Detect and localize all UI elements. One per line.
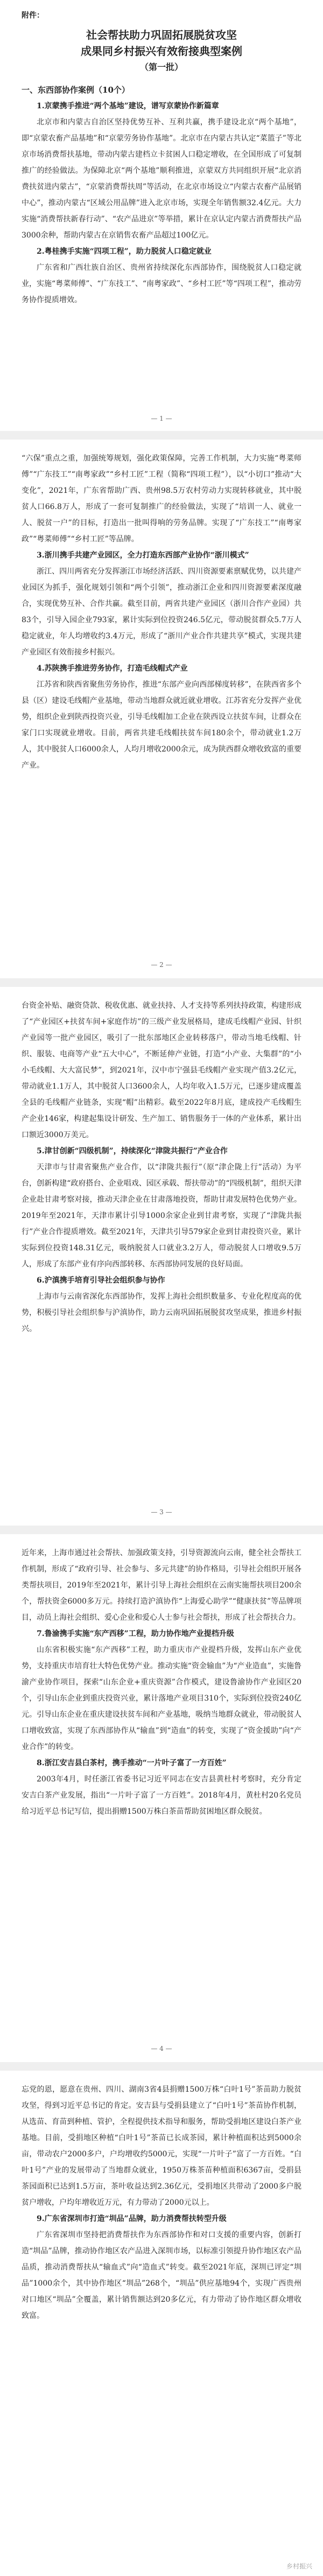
case-heading: 9.广东省深圳市打造“圳品”品牌，助力消费帮扶转型升级: [37, 2215, 227, 2223]
page-gap: [0, 978, 323, 987]
page-number: — 4 —: [151, 2045, 172, 2052]
case-heading: 8.浙江安吉县白茶村，携手推动“一片叶子富了一方百姓”: [37, 1759, 227, 1767]
document-page-4: [0, 1534, 323, 2062]
page-number: — 2 —: [151, 961, 172, 969]
body-paragraph: 广东省和广西壮族自治区、贵州省持续深化东西部协作，围绕脱贫人口稳定就业，实施“粤菜师傅”、“广东技工”、“南粤家政”、“乡村工匠”等“四项工程”，推动劳务协作提质增效。: [22, 263, 301, 304]
page-gap: [0, 431, 323, 440]
page-5-body: [22, 2081, 301, 2324]
document-subtitle: （第一批）: [139, 62, 183, 72]
page-gap: [0, 2062, 323, 2071]
document-page-1: [0, 0, 323, 431]
page-2-body: [22, 450, 301, 774]
page-number: — 3 —: [151, 1508, 172, 1516]
body-paragraph: 近年来，上海市通过社会帮扶、加强政策支持，引导资源流向云南，健全社会帮扶工作机制，形成了“政府引导、社会参与、多元共建”的协作格局，引导社会组织开展各类帮扶项目，2019年至2021年，累计引导上海社会组织在云南实施帮扶项目200余个，帮扶资金6000多万元。持续打造沪滇协作“上海爱心助学”“健康扶贫”等品牌项目，动员上海社会组织、爱心企业和爱心人士参与社会帮扶，形成了社会帮扶合力。: [22, 1549, 301, 1622]
body-paragraph: 北京市和内蒙古自治区坚持优势互补、互利共赢，携手建设北京“两个基地”，即“京蒙农畜产品基地”和“京蒙劳务协作基地”。北京市在内蒙古共认定“菜篮子”等北京市场消费帮扶基地，带动内蒙古建档立卡贫困人口稳定增收，在全国形成了可复制推广的经验做法。为保障北京“两个基地”顺利推进，京蒙双方共同组织开展“北京消费扶贫进内蒙古”，“京蒙消费帮扶周”等活动，在北京市场设立“内蒙古农畜产品展销中心”，推动内蒙古“区域公用品牌”进入北京市场，实现全年销售额32.4亿元。大力实施“消费帮扶新春行动”、“农产品进京”等举措，累计在京认定内蒙古消费帮扶产品3000余种，帮助内蒙古在京销售农畜产品超过100亿元。: [22, 118, 301, 240]
document-page-2: [0, 440, 323, 978]
body-paragraph: 忘党的恩，愿意在贵州、四川、湖南3省4县捐赠1500万株“白叶1号”茶苗助力脱贫攻坚，得到习近平总书记的肯定。安吉县与受捐县建立了“白叶1号”茶苗协作机制，从选苗、育苗到种植、管护，全程提供技术指导和服务，帮助受捐地区建设白茶产业基地。目前，受捐地区种植“白叶1号”茶苗已长成茶园，累计种植面积达到5000余亩，带动农户2000多户，户均增收约5000元，实现“一片叶子”富了一方百姓。“白叶1号”产业的发展带动了当地群众就业，1950万株茶苗种植面积6367亩，受捐县茶园面积已达到1.5万亩，茶叶收益达到2.36亿元，受捐地区共带动了2000多户脱贫户增收，户均年增收近万元，有力带动了2000元以上。: [22, 2085, 301, 2207]
document-page-3: [0, 987, 323, 1526]
body-paragraph: 2003年4月，时任浙江省委书记习近平同志在安吉县黄杜村考察时，充分肯定安吉白茶产业发展，指出“一片叶子富了一方百姓”。2018年4月，黄杜村20名党员给习近平总书记写信，提出捐赠1500万株白茶苗帮助贫困地区群众脱贫。: [22, 1775, 301, 1816]
case-heading: 5.津甘创新“四级机制”，持续深化“津陇共振行”产业合作: [37, 1147, 228, 1155]
case-heading: 6.沪滇携手培育引导社会组织参与协作: [37, 1276, 165, 1285]
page-4-body: [22, 1545, 301, 1820]
case-heading: 3.浙川携手共建产业园区，全力打造东西部产业协作“浙川模式”: [37, 551, 249, 560]
body-paragraph: 浙江、四川两省充分发挥浙江市场经济活跃、四川资源要素禀赋优势，以共建产业园区为抓手，强化规划引领和“两个引领”，推动浙江企业和四川资源要素深度融合，实现优势互补、合作共赢。截至目前，两省共建产业园区（浙川合作产业园）共83个，引导入园企业793家，累计实际到位投资246.5亿元，带动脱贫群众5.7万人稳定就业，年人均增收约3.4万元，形成了“浙川产业合作共建共享”模式，实现共建产业园区有效衔接乡村振兴。: [22, 567, 301, 657]
page-number: — 1 —: [151, 415, 172, 422]
case-heading: 7.鲁渝携手实施“东产西移”工程，助力协作地产业提档升级: [37, 1630, 234, 1638]
page-3-body: [22, 998, 301, 1337]
document-title-line-1: 社会帮扶助力巩固拓展脱贫攻坚: [86, 29, 237, 41]
page-gap: [0, 1526, 323, 1534]
body-paragraph: 天津市与甘肃省聚焦产业合作，以“津陇共振行”（原“津企陇上行”活动）为平台，创新构建“政府搭台、企业唱戏、园区承载、帮扶带动”的“四级机制”，组织天津企业赴甘肃考察对接，推动天津企业在甘肃落地投资，帮助甘肃发展特色优势产业。2019年至2021年，天津市累计引导1000余家企业到甘肃考察，实现了“津陇共振行”产业合作提质增效。截至2021年，天津共引导579家企业到甘肃投资兴业，累计实际到位投资148.31亿元，吸纳脱贫人口就业3.2万人，带动脱贫人口增收9.5万人，形成了东部产业有序向西部转移、东西部协同发展的良好局面。: [22, 1163, 301, 1269]
body-paragraph: 江苏省和陕西省聚焦劳务协作，推进“东部产业向西部梯度转移”，在陕西省多个县（区）建设毛线帽产业基地，带动当地群众就近就业增收。江苏省充分发挥产业优势，组织企业到陕西投资兴业，引导毛线帽加工企业在陕西设立扶贫车间，让群众在家门口实现就业增收。目前，两省共建毛线帽扶贫车间180余个，带动就业1.2万人，其中脱贫人口6000余人，人均月增收2000余元，成为陕西群众增收致富的重要产业。: [22, 680, 301, 770]
watermark: 乡村振兴: [286, 2563, 312, 2570]
document-page-5: [0, 2071, 323, 2576]
document-title-line-2: 成果同乡村振兴有效衔接典型案例: [81, 45, 242, 58]
case-heading: 1.京蒙携手推进“两个基地”建设，谱写京蒙协作新篇章: [37, 102, 219, 110]
case-heading: 4.苏陕携手推进劳务协作，打造毛线帽式产业: [37, 664, 188, 673]
body-paragraph: “六保”重点之重，加强统筹规划，强化政策保障，完善工作机制，大力实施“粤菜师傅”“广东技工”“南粤家政”“乡村工匠”工程（简称“四项工程”），以“小切口”推动“大变化”，2021年，广东省帮助广西、贵州98.5万农村劳动力实现转移就业，其中脱贫人口66.8万人，形成了一套可复制推广的经验做法，实现了“培训一人、就业一人、脱贫一户”的目标，打造出一批叫得响的劳务品牌。实现了“广东技工”“南粤家政”“粤菜师傅”“乡村工匠”等品牌。: [22, 454, 301, 544]
body-paragraph: 台资金补贴、融资贷款、税收优惠、就业扶持、人才支持等系列扶持政策，构建形成了“产业园区+扶贫车间+家庭作坊”的三级产业发展格局，建成毛线帽产业园、针织产业园等一批产业园区，吸引了一批东部地区企业转移落户，带动当地毛线帽、针织、服装、电商等产业“五大中心”，不断延伸产业链，打造“小产业、大集群”的“小小毛线帽、大大富民梦”，到2021年，汉中市宁强县毛线帽产业实现产值3.2亿元，带动就业1.1万人，其中脱贫人口3600余人，人均年收入1.5万元，已逐步建成覆盖全县的毛线帽产业链条，实现“帽”出精彩。截至2022年8月底，建成投产毛线帽生产企业146家，构建起集设计研发、生产加工、销售服务于一体的产业体系，累计出口额近3000万美元。: [22, 1001, 301, 1139]
section-heading: 一、东西部协作案例（10个）: [22, 85, 130, 95]
case-heading: 2.粤桂携手实施“四项工程”，助力脱贫人口稳定就业: [37, 247, 212, 256]
body-paragraph: 广东省深圳市坚持把消费帮扶作为东西部协作和对口支援的重要内容，创新打造“圳品”品牌，推动协作地区农产品进入深圳市场，以标准引领提升协作地区农产品品质，推动消费帮扶从“输血式”向“造血式”转变。截至2021年底，深圳已评定“圳品”1000余个，其中协作地区“圳品”268个，“圳品”供应基地94个，实现广西贵州对口地区“圳品”全覆盖，累计销售额达到20多亿元，有力带动了协作地区群众增收致富。: [22, 2231, 301, 2320]
page-1-body: [22, 98, 301, 308]
body-paragraph: 上海市与云南省深化东西部协作，发挥上海社会组织数量多、专业化程度高的优势，积极引导社会组织参与沪滇协作，助力云南巩固拓展脱贫攻坚成果，推进乡村振兴。: [22, 1292, 301, 1333]
attachment-label: 附件：: [22, 11, 44, 20]
body-paragraph: 山东省积极实施“东产西移”工程，助力重庆市产业提档升级，发挥山东产业优势，支持重庆市培育壮大特色优势产业。推动实施“资金输血”为“产业造血”，实施鲁渝产业协作项目，探索“山东企业+重庆资源”合作模式，建设鲁渝协作产业园区20个，引导山东企业到重庆投资兴业，累计落地产业项目310个，实际到位投资240亿元。引导山东企业在重庆建设扶贫车间和产业基地，吸纳当地群众就业，带动脱贫人口增收致富，实现了东西部协作从“输血”到“造血”的转变，实现了“资金援助”向“产业合作”的转变。: [22, 1646, 301, 1751]
